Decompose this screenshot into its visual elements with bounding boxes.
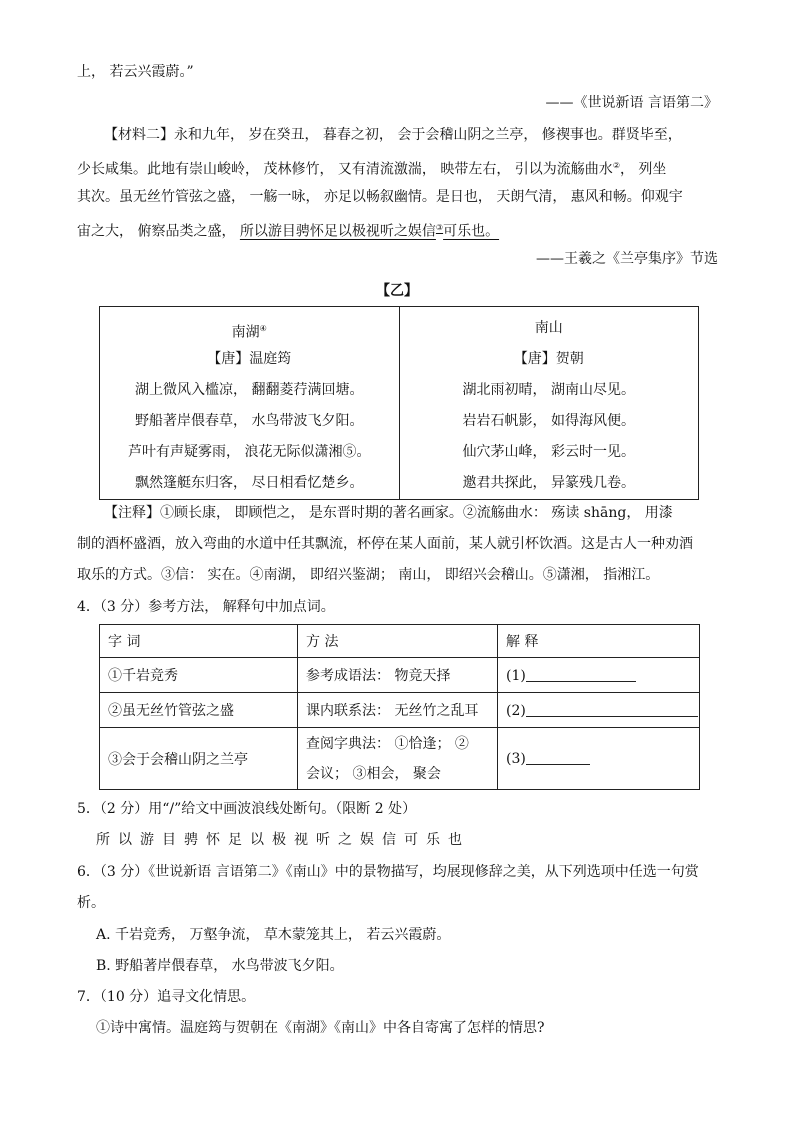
footnote-marker: ④ — [259, 324, 267, 333]
poem-line: 野船著岸偎春草， 水鸟带波飞夕阳。 — [135, 413, 364, 429]
poem-line: 飘然篷艇东归客， 尽日相看忆楚乡。 — [135, 475, 364, 491]
table-cell-word: ③会于会稽山阴之兰亭 — [100, 728, 298, 790]
question-4-stem: 4．（3 分）参考方法， 解释句中加点词。 — [77, 599, 335, 615]
text-span: 宙之大， 俯察品类之盛， — [77, 223, 240, 240]
question-5-stem: 5．（2 分）用“/”给文中画波浪线处断句。（限断 2 处） — [77, 801, 417, 817]
poem-title — [100, 313, 399, 344]
table-header: 方 法 — [298, 625, 498, 658]
poem-title: 南山 — [534, 320, 563, 336]
notes-line: 制的酒杯盛酒，放入弯曲的水道中任其飘流，杯停在某人面前，某人就引杯饮酒。这是古人一种劝酒 — [77, 536, 693, 552]
poem-author: 【唐】温庭筠 — [207, 351, 292, 367]
method-line: 会议； ③相会， 聚会 — [306, 765, 441, 782]
poem-line: 芦叶有声疑雾雨， 浪花无际似潇湘⑤。 — [128, 444, 371, 460]
source-citation: ——王羲之《兰亭集序》节选 — [536, 251, 718, 267]
option-a[interactable]: A. 千岩竞秀， 万壑争流， 草木蒙笼其上， 若云兴霞蔚。 — [96, 927, 451, 943]
question-7-stem: 7．（10 分）追寻文化情思。 — [77, 989, 256, 1005]
answer-blank[interactable] — [526, 667, 636, 682]
footnote-marker: ③ — [435, 223, 444, 232]
q4-table — [99, 624, 700, 790]
answer-blank[interactable] — [526, 702, 698, 717]
poem-line: 湖上微风入槛凉， 翻翻菱荇满回塘。 — [135, 382, 364, 398]
poem-line: 邀君共探此， 异篆残几卷。 — [462, 475, 635, 491]
answer-cell — [498, 658, 700, 693]
method-line: 查阅字典法： ①恰逢； ② — [306, 735, 469, 752]
segment-text: 所以游目骋怀足以极视听之娱信可乐也 — [96, 832, 470, 848]
poem-table — [99, 306, 699, 500]
question-6-stem: 6．（3 分）《世说新语 言语第二》《南山》中的景物描写，均展现修辞之美，从下列选项中任选一句赏 — [77, 864, 699, 880]
question-6-stem: 析。 — [77, 895, 105, 911]
poem-line: 岩岩石帆影， 如得海风便。 — [462, 413, 635, 429]
answer-number: (2) — [506, 702, 526, 719]
table-header: 解 释 — [498, 625, 700, 658]
answer-cell — [498, 728, 700, 790]
text-line: 上， 若云兴霞蔚。” — [77, 64, 194, 80]
material2-line — [77, 156, 722, 180]
poem-right — [399, 307, 699, 500]
source-citation: ——《世说新语 言语第二》 — [545, 95, 718, 111]
text-span: 少长咸集。此地有崇山峻岭， 茂林修竹， 又有清流激湍， 映带左右， 引以为流觞曲水 — [77, 161, 613, 178]
material2-line: 【材料二】永和九年， 岁在癸丑， 暮春之初， 会于会稽山阴之兰亭， 修禊事也。群贤毕至， — [104, 127, 682, 143]
material2-line: 其次。虽无丝竹管弦之盛， 一觞一咏， 亦足以畅叙幽情。是日也， 天朗气清， 惠风和畅。仰观宇 — [77, 189, 683, 205]
poem-author: 【唐】贺朝 — [513, 351, 584, 367]
question-7-sub1: ①诗中寓情。温庭筠与贺朝在《南湖》《南山》中各自寄寓了怎样的情思? — [96, 1020, 545, 1036]
table-cell-method: 参考成语法： 物竞天择 — [298, 658, 498, 693]
section-heading: 【乙】 — [376, 283, 418, 299]
table-cell-word: ①千岩竞秀 — [100, 658, 298, 693]
table-header: 字 词 — [100, 625, 298, 658]
table-cell-method: 课内联系法： 无丝竹之乱耳 — [298, 693, 498, 728]
notes-line: 取乐的方式。③信： 实在。④南湖， 即绍兴鉴湖； 南山， 即绍兴会稽山。⑤潇湘， 指湘江。 — [77, 567, 660, 583]
poem-title-text: 南湖 — [231, 324, 260, 341]
answer-number: (3) — [506, 751, 526, 767]
answer-cell — [498, 693, 700, 728]
table-cell-method — [298, 728, 498, 790]
poem-line: 湖北雨初晴， 湖南山尽见。 — [462, 382, 635, 398]
poem-left — [100, 307, 400, 500]
poem-line: 仙穴茅山峰， 彩云时一见。 — [462, 444, 635, 460]
notes-line: 【注释】①顾长康， 即顾恺之， 是东晋时期的著名画家。②流觞曲水： 殇读 shāng， 用漆 — [104, 505, 673, 521]
option-b[interactable]: B. 野船著岸偎春草， 水鸟带波飞夕阳。 — [96, 958, 344, 974]
answer-blank[interactable] — [526, 750, 590, 765]
table-cell-word: ②虽无丝竹管弦之盛 — [100, 693, 298, 728]
answer-number: (1) — [506, 667, 526, 684]
material2-line — [77, 218, 722, 242]
wavy-underlined-sentence: 所以游目骋怀足以极视听之娱信 — [239, 223, 436, 240]
text-span: ， 列坐 — [619, 161, 667, 178]
footnote-marker: ② — [612, 161, 620, 170]
wavy-underlined-sentence: 可乐也。 — [443, 223, 500, 240]
